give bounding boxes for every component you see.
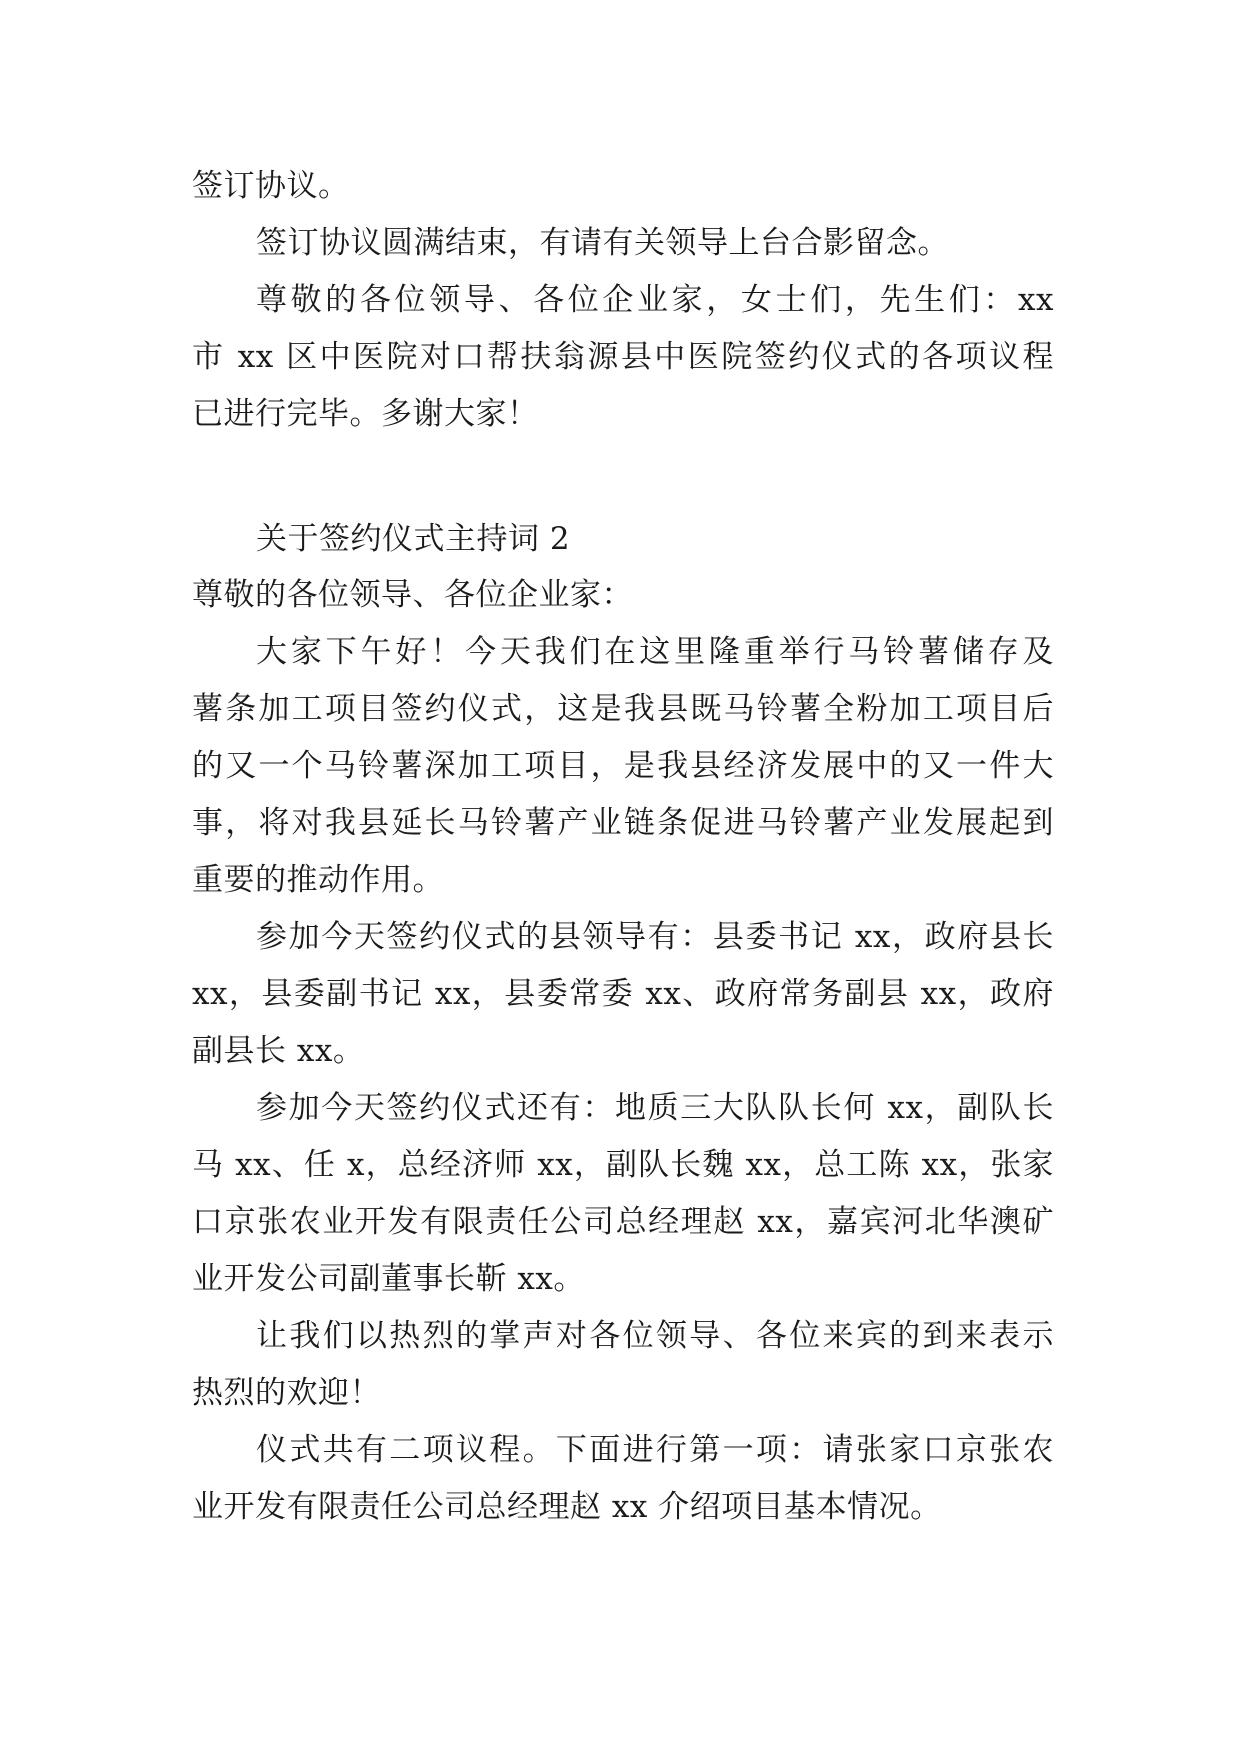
text-line: 尊敬的各位领导、各位企业家，女士们，先生们：xx: [256, 282, 1054, 318]
text-line: 副县长 xx。: [192, 1033, 365, 1069]
text-line: 参加今天签约仪式还有：地质三大队队长何 xx，副队长: [256, 1090, 1054, 1126]
text-line: 薯条加工项目签约仪式，这是我县既马铃薯全粉加工项目后: [192, 691, 1054, 727]
text-line: 参加今天签约仪式的县领导有：县委书记 xx，政府县长: [256, 919, 1054, 955]
text-line: 让我们以热烈的掌声对各位领导、各位来宾的到来表示: [256, 1318, 1054, 1354]
text-line: xx，县委副书记 xx，县委常委 xx、政府常务副县 xx，政府: [192, 976, 1054, 1012]
text-line: 事，将对我县延长马铃薯产业链条促进马铃薯产业发展起到: [192, 805, 1054, 841]
text-line: 市 xx 区中医院对口帮扶翁源县中医院签约仪式的各项议程: [192, 339, 1054, 375]
salutation: 尊敬的各位领导、各位企业家：: [192, 577, 633, 613]
text-line: 口京张农业开发有限责任公司总经理赵 xx，嘉宾河北华澳矿: [192, 1204, 1054, 1240]
section-heading: 关于签约仪式主持词 2: [256, 521, 571, 557]
text-line: 热烈的欢迎！: [192, 1375, 381, 1411]
text-line: 重要的推动作用。: [192, 862, 444, 898]
text-line: 业开发公司副董事长靳 xx。: [192, 1261, 585, 1297]
text-line: 签订协议。: [192, 168, 350, 204]
text-line: 签订协议圆满结束，有请有关领导上台合影留念。: [256, 225, 949, 261]
text-line: 的又一个马铃薯深加工项目，是我县经济发展中的又一件大: [192, 748, 1054, 784]
text-line: 仪式共有二项议程。下面进行第一项：请张家口京张农: [256, 1432, 1054, 1468]
text-line: 马 xx、任 x，总经济师 xx，副队长魏 xx，总工陈 xx，张家: [192, 1147, 1054, 1183]
text-line: 大家下午好！今天我们在这里隆重举行马铃薯储存及: [256, 634, 1054, 670]
text-line: 业开发有限责任公司总经理赵 xx 介绍项目基本情况。: [192, 1489, 942, 1525]
text-line: 已进行完毕。多谢大家！: [192, 396, 539, 432]
